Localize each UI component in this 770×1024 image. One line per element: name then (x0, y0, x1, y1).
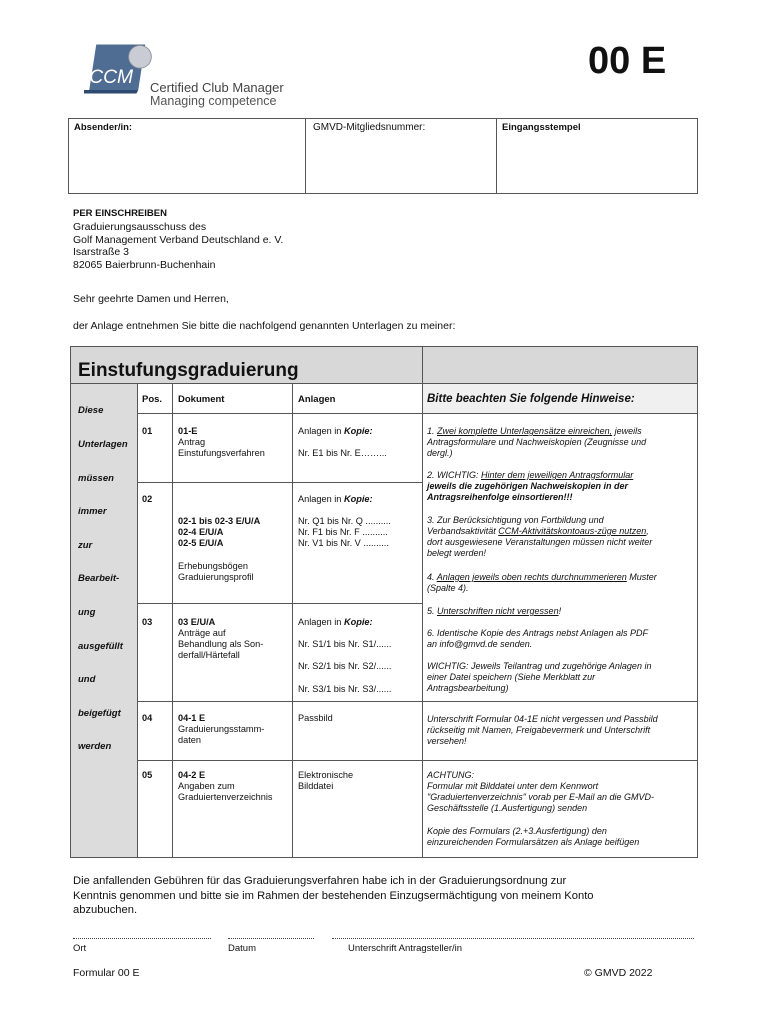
row1-attachments-head (298, 426, 373, 437)
ort-label: Ort (73, 943, 87, 954)
side-word: Bearbeit- (78, 573, 120, 584)
note-text: Geschäftsstelle (1.Ausfertigung) senden (427, 803, 588, 813)
row1-pos: 01 (142, 426, 153, 436)
grid-line (172, 383, 173, 857)
note-text: Formular mit Bilddatei unter dem Kennwort (427, 781, 599, 791)
side-word: beigefügt (78, 708, 121, 719)
note-text: Unterschriften nicht vergessen (437, 606, 559, 616)
note-2 (427, 470, 633, 503)
row3-att-range: Nr. S1/1 bis Nr. S1/...... (298, 639, 392, 649)
note-text: ACHTUNG: (427, 770, 474, 780)
grid-line (422, 347, 423, 857)
row5-att-line: Bilddatei (298, 781, 334, 791)
salutation: Sehr geehrte Damen und Herren, (73, 293, 229, 305)
stamp-label: Eingangsstempel (502, 122, 581, 133)
side-word: zur (78, 540, 93, 551)
note-text: dort ausgewiesene Veranstaltungen müssen nicht weiter (427, 537, 653, 547)
row3-doc-line: Behandlung als Son- (178, 639, 264, 649)
row4-doc-line: daten (178, 735, 201, 745)
recipient-address (73, 207, 283, 272)
ccm-logo (84, 43, 154, 95)
datum-line[interactable] (228, 938, 314, 939)
row3-document (178, 617, 263, 661)
member-number-label: GMVD-Mitgliedsnummer: (313, 122, 426, 133)
datum-label: Datum (228, 943, 256, 954)
note-text: 1. (427, 426, 438, 436)
row3-att-text: Anlagen in (298, 617, 344, 627)
note-text: Muster (626, 572, 657, 582)
row2-documents (178, 516, 260, 549)
row2-extra-docs (178, 561, 254, 583)
grid-line (137, 482, 422, 483)
row3-att-copy: Kopie: (343, 617, 373, 627)
signature-label: Unterschrift Antragsteller/in (348, 943, 463, 954)
address-line0: PER EINSCHREIBEN (73, 208, 167, 219)
side-word: ung (78, 607, 96, 618)
grid-line (137, 383, 138, 857)
intro-text: der Anlage entnehmen Sie bitte die nachfolgend genannten Unterlagen zu meiner: (73, 320, 456, 332)
note-text: einer Datei speichern (Siehe Merkblatt zur (427, 672, 596, 682)
row1-att-copy: Kopie: (343, 426, 373, 436)
row5-pos: 05 (142, 770, 153, 780)
note-text: , (646, 526, 649, 536)
side-word: Unterlagen (78, 439, 128, 450)
note-5 (427, 606, 561, 617)
note-8 (427, 714, 658, 747)
sender-label: Absender/in: (74, 122, 133, 133)
footer-form-id: Formular 00 E (73, 967, 140, 979)
note-text: an info@gmvd.de senden. (427, 639, 533, 649)
note-text: Hinter dem jeweiligen Antragsformular (481, 470, 634, 480)
grid-line (137, 701, 697, 702)
row3-att-range: Nr. S2/1 bis Nr. S2/...... (298, 661, 392, 671)
closing-line: abzubuchen. (73, 904, 138, 916)
note-1 (427, 426, 646, 459)
row4-document (178, 713, 264, 746)
row3-doc-code: 03 E/U/A (178, 617, 216, 627)
note-text: Antragsbearbeitung) (427, 683, 509, 693)
footer-copyright: © GMVD 2022 (584, 967, 653, 979)
note-text: "Graduiertenverzeichnis" vorab per E-Mail an die GMVD- (427, 792, 654, 802)
row2-doc-line: Erhebungsbögen (178, 561, 248, 571)
col-header-pos: Pos. (142, 394, 163, 405)
grid-line (137, 413, 697, 414)
grid-line (137, 760, 697, 761)
row5-doc-code: 04-2 E (178, 770, 206, 780)
row2-att-range: Nr. Q1 bis Nr. Q .......... (298, 516, 391, 526)
logo-line1: Certified Club Manager (150, 80, 284, 95)
grid-line (137, 603, 422, 604)
note-text: 3. Zur Berücksichtigung von Fortbildung und (427, 515, 604, 525)
note-text: (Spalte 4). (427, 583, 469, 593)
note-text: WICHTIG: Jeweils Teilantrag und zugehörige Anlagen in (427, 661, 652, 671)
note-3 (427, 515, 652, 559)
note-text: versehen! (427, 736, 467, 746)
note-text: Kopie des Formulars (2.+3.Ausfertigung) den (427, 826, 607, 836)
col-header-document: Dokument (178, 394, 225, 405)
note-text: Zwei komplette Unterlagensätze einreichen, (437, 426, 613, 436)
row1-document (178, 426, 265, 459)
side-word: werden (78, 741, 112, 752)
side-word: und (78, 674, 96, 685)
sender-box[interactable] (68, 118, 306, 194)
row3-doc-line: derfall/Härtefall (178, 650, 240, 660)
row2-doc-code: 02-1 bis 02-3 E/U/A (178, 516, 261, 526)
row2-att-range: Nr. V1 bis Nr. V .......... (298, 538, 389, 548)
note-text: belegt werden! (427, 548, 487, 558)
ort-line[interactable] (73, 938, 211, 939)
row1-doc-code: 01-E (178, 426, 198, 436)
side-word: ausgefüllt (78, 641, 123, 652)
side-word: immer (78, 506, 107, 517)
row3-doc-line: Anträge auf (178, 628, 226, 638)
row2-pos: 02 (142, 494, 153, 504)
note-10 (427, 826, 639, 848)
form-code: 00 E (588, 40, 667, 82)
note-text: 6. Identische Kopie des Antrags nebst Anlagen als PDF (427, 628, 648, 638)
side-word: müssen (78, 473, 114, 484)
note-6 (427, 628, 648, 650)
row5-doc-line: Graduiertenverzeichnis (178, 792, 273, 802)
note-text: jeweils die zugehörigen Nachweiskopien in der (427, 481, 629, 491)
row1-doc-line: Antrag (178, 437, 206, 447)
note-9 (427, 770, 654, 814)
row2-doc-code: 02-4 E/U/A (178, 527, 224, 537)
row5-att-line: Elektronische (298, 770, 354, 780)
closing-paragraph (73, 874, 594, 918)
row4-pos: 04 (142, 713, 153, 723)
row2-doc-code: 02-5 E/U/A (178, 538, 224, 548)
note-text: rückseitig mit Namen, Freigabevermerk und Unterschrift (427, 725, 651, 735)
col-header-notes: Bitte beachten Sie folgende Hinweise: (427, 393, 635, 405)
address-line1: Graduierungsausschuss des (73, 220, 207, 233)
note-text: 5. (427, 606, 438, 616)
note-text: 2. WICHTIG: (427, 470, 481, 480)
row2-attachment-ranges (298, 516, 391, 549)
note-text: einzureichenden Formularsätzen als Anlage beifügen (427, 837, 640, 847)
grid-line (71, 383, 697, 384)
row2-doc-line: Graduierungsprofil (178, 572, 254, 582)
closing-line: Kenntnis genommen und bitte sie im Rahmen der bestehenden Einzugsermächtigung von meinem Konto (73, 889, 594, 902)
row1-att-text: Anlagen in (298, 426, 344, 436)
row3-att-range: Nr. S3/1 bis Nr. S3/...... (298, 684, 392, 694)
note-text: Verbandsaktivität (427, 526, 499, 536)
note-text: dergl.) (427, 448, 453, 458)
row4-doc-line: Graduierungsstamm- (178, 724, 265, 734)
row4-attachment: Passbild (298, 713, 333, 723)
address-line4: 82065 Baierbrunn-Buchenhain (73, 259, 216, 272)
note-text: Antragsformulare und Nachweiskopien (Zeugnisse und (427, 437, 647, 447)
closing-line: Die anfallenden Gebühren für das Graduierungsverfahren habe ich in der Graduierungsordnung zur (73, 875, 567, 887)
row2-att-text: Anlagen in (298, 494, 344, 504)
row3-pos: 03 (142, 617, 153, 627)
row5-doc-line: Angaben zum (178, 781, 235, 791)
address-line2: Golf Management Verband Deutschland e. V. (73, 233, 284, 246)
row1-attachment-range: Nr. E1 bis Nr. E……... (298, 448, 387, 458)
note-text: CCM-Aktivitätskontoaus-züge nutzen (498, 526, 647, 536)
stamp-box (496, 118, 698, 194)
grid-line (292, 383, 293, 857)
col-header-attachments: Anlagen (298, 394, 336, 405)
row2-attachments-head (298, 494, 373, 505)
note-4 (427, 572, 657, 594)
row5-attachment (298, 770, 353, 792)
row1-doc-line: Einstufungsverfahren (178, 448, 265, 458)
svg-text:CCM: CCM (89, 67, 134, 88)
row2-att-range: Nr. F1 bis Nr. F .......... (298, 527, 388, 537)
note-text: ! (558, 606, 562, 616)
logo-line2: Managing competence (150, 94, 277, 108)
member-number-box[interactable] (305, 118, 497, 194)
row4-doc-code: 04-1 E (178, 713, 206, 723)
side-word: Diese (78, 405, 104, 416)
address-line3: Isarstraße 3 (73, 246, 130, 259)
note-text: 4. (427, 572, 437, 582)
row3-attachments-head (298, 617, 373, 628)
row5-document (178, 770, 272, 803)
signature-line[interactable] (332, 938, 694, 939)
note-text: Unterschrift Formular 04-1E nicht vergessen und Passbild (427, 714, 658, 724)
note-7 (427, 661, 651, 694)
table-title: Einstufungsgraduierung (78, 360, 299, 381)
note-text: jeweils (612, 426, 642, 436)
row2-att-copy: Kopie: (343, 494, 373, 504)
note-text: Anlagen jeweils oben rechts durchnummerieren (436, 572, 627, 582)
note-text: Antragsreihenfolge einsortieren!!! (427, 492, 573, 502)
